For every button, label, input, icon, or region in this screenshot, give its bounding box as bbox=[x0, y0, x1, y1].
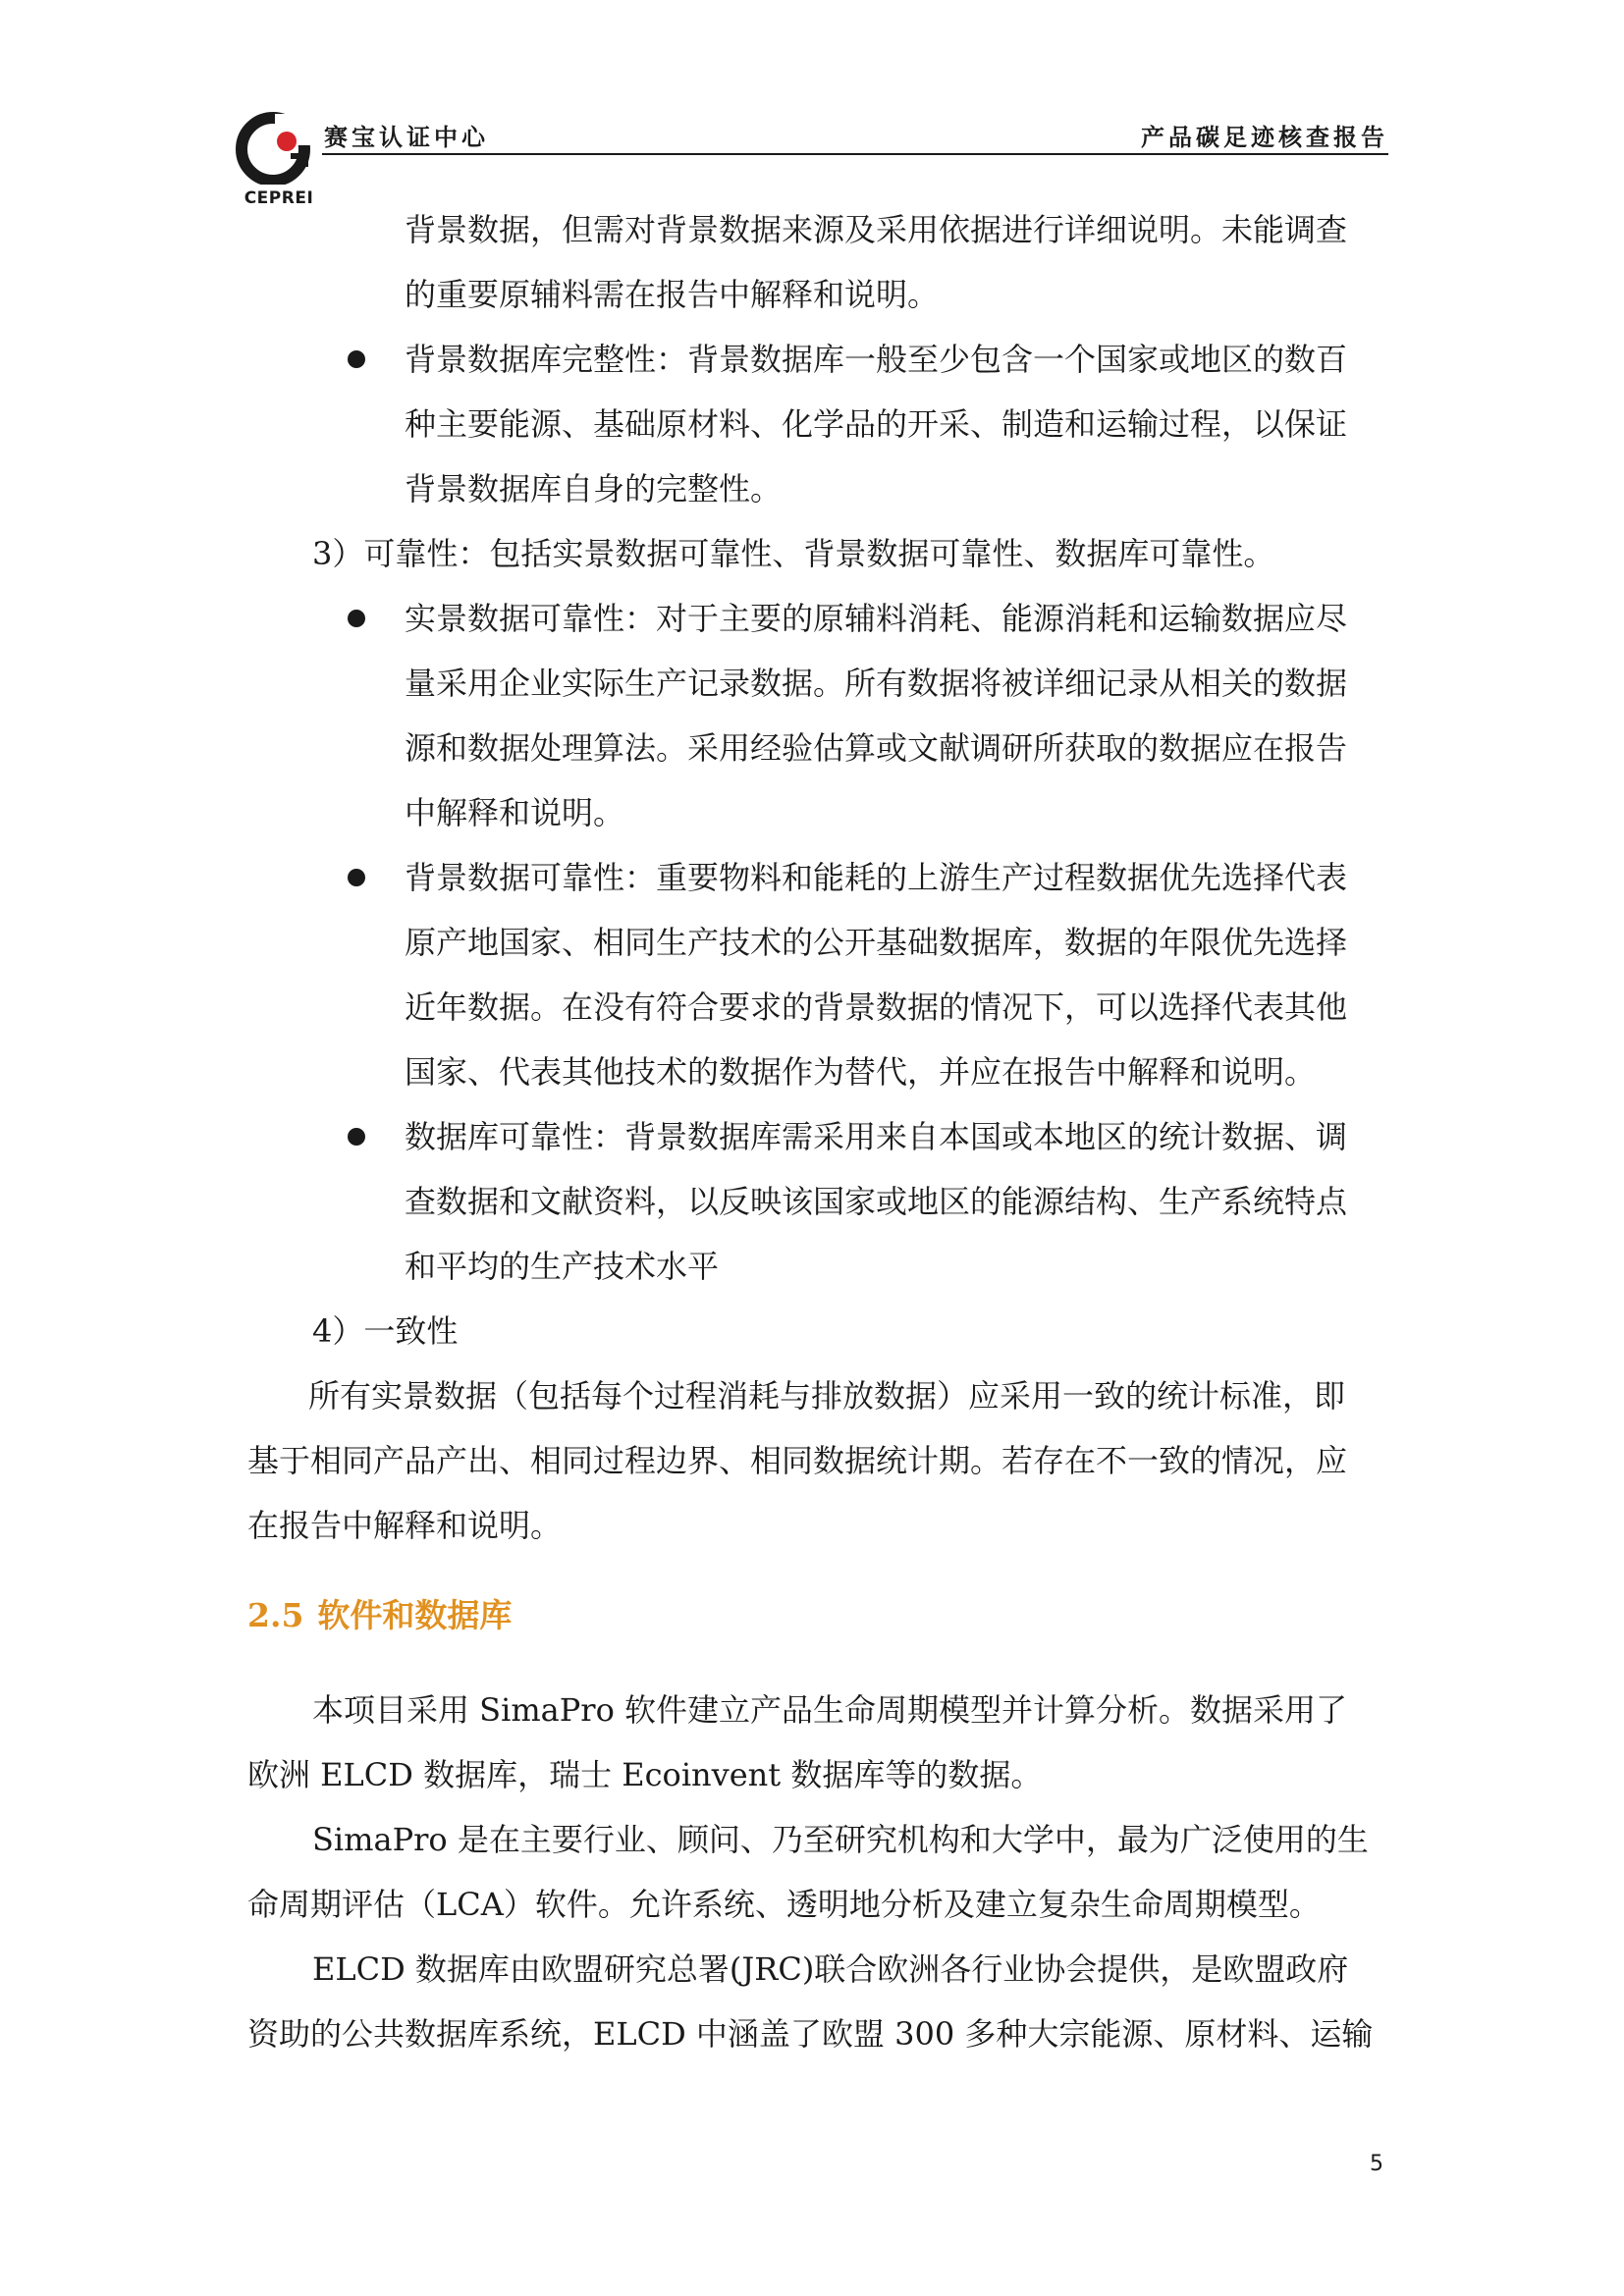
text-line: 背景数据，但需对背景数据来源及采用依据进行详细说明。未能调查 bbox=[405, 211, 1348, 248]
bullet-icon bbox=[348, 610, 365, 627]
section-title: 软件和数据库 bbox=[317, 1596, 513, 1634]
numbered-heading: 3）可靠性：包括实景数据可靠性、背景数据可靠性、数据库可靠性。 bbox=[312, 535, 1275, 572]
text-line: 本项目采用 SimaPro 软件建立产品生命周期模型并计算分析。数据采用了 bbox=[312, 1691, 1348, 1729]
header-rule bbox=[322, 153, 1388, 155]
bullet-icon bbox=[348, 1128, 365, 1146]
cepeei-logo bbox=[232, 112, 326, 208]
bullet-icon bbox=[348, 869, 365, 886]
text-line: 背景数据库完整性：背景数据库一般至少包含一个国家或地区的数百 bbox=[405, 341, 1348, 378]
text-line: 源和数据处理算法。采用经验估算或文献调研所获取的数据应在报告 bbox=[405, 729, 1348, 767]
text-line: 欧洲 ELCD 数据库，瑞士 Ecoinvent 数据库等的数据。 bbox=[247, 1756, 1043, 1793]
text-line: ELCD 数据库由欧盟研究总署(JRC)联合欧洲各行业协会提供，是欧盟政府 bbox=[312, 1950, 1349, 1988]
page-number: 5 bbox=[1370, 2152, 1383, 2176]
bullet-icon bbox=[348, 350, 365, 368]
text-line: 国家、代表其他技术的数据作为替代，并应在报告中解释和说明。 bbox=[405, 1053, 1317, 1091]
text-line: 在报告中解释和说明。 bbox=[247, 1507, 563, 1544]
logo-mark-icon bbox=[236, 112, 320, 185]
text-line: 近年数据。在没有符合要求的背景数据的情况下，可以选择代表其他 bbox=[405, 988, 1348, 1026]
section-number: 2.5 bbox=[247, 1596, 304, 1634]
text-line: 背景数据库自身的完整性。 bbox=[405, 470, 783, 507]
text-line: 所有实景数据（包括每个过程消耗与排放数据）应采用一致的统计标准，即 bbox=[308, 1377, 1346, 1415]
section-heading bbox=[247, 1596, 512, 1635]
text-line: 量采用企业实际生产记录数据。所有数据将被详细记录从相关的数据 bbox=[405, 665, 1348, 702]
text-line: 查数据和文献资料，以反映该国家或地区的能源结构、生产系统特点 bbox=[405, 1183, 1348, 1220]
text-line: 中解释和说明。 bbox=[405, 794, 625, 831]
text-line: 原产地国家、相同生产技术的公开基础数据库，数据的年限优先选择 bbox=[405, 924, 1348, 961]
report-name: 产品碳足迹核查报告 bbox=[1141, 124, 1388, 151]
org-name: 赛宝认证中心 bbox=[324, 124, 489, 151]
text-line: 实景数据可靠性：对于主要的原辅料消耗、能源消耗和运输数据应尽 bbox=[405, 600, 1348, 637]
text-line: 种主要能源、基础原材料、化学品的开采、制造和运输过程，以保证 bbox=[405, 405, 1348, 443]
text-line: 的重要原辅料需在报告中解释和说明。 bbox=[405, 276, 940, 313]
text-line: 命周期评估（LCA）软件。允许系统、透明地分析及建立复杂生命周期模型。 bbox=[247, 1886, 1321, 1923]
text-line: SimaPro 是在主要行业、顾问、乃至研究机构和大学中，最为广泛使用的生 bbox=[312, 1821, 1369, 1858]
text-line: 资助的公共数据库系统，ELCD 中涵盖了欧盟 300 多种大宗能源、原材料、运输 bbox=[247, 2015, 1374, 2053]
text-line: 数据库可靠性：背景数据库需采用来自本国或本地区的统计数据、调 bbox=[405, 1118, 1348, 1155]
text-line: 和平均的生产技术水平 bbox=[405, 1248, 720, 1285]
text-line: 基于相同产品产出、相同过程边界、相同数据统计期。若存在不一致的情况，应 bbox=[247, 1442, 1348, 1479]
numbered-heading: 4）一致性 bbox=[312, 1312, 459, 1350]
page-header bbox=[232, 104, 1388, 208]
text-line: 背景数据可靠性：重要物料和能耗的上游生产过程数据优先选择代表 bbox=[405, 859, 1348, 896]
logo-text: CEPREI bbox=[244, 188, 314, 208]
